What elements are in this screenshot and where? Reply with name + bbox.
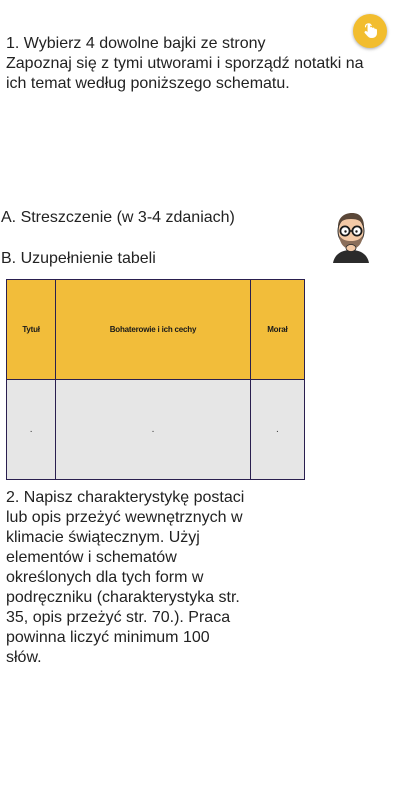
- task-2-line: 2. Napisz charakterystykę postaci: [6, 489, 245, 506]
- task-1-instructions: [6, 34, 391, 94]
- task-1-line: 1. Wybierz 4 dowolne bajki ze strony: [6, 35, 266, 52]
- task-1-line: ich temat według poniższego schematu.: [6, 75, 290, 92]
- task-2-instructions: [6, 488, 266, 668]
- teacher-avatar: [329, 207, 373, 263]
- column-header-moral: Morał: [250, 280, 304, 380]
- task-1-line: Zapoznaj się z tymi utworami i sporządź notatki na: [6, 55, 364, 72]
- column-header-title: Tytuł: [7, 280, 56, 380]
- task-2-line: elementów i schematów: [6, 549, 177, 566]
- task-2-line: klimacie świątecznym. Użyj: [6, 529, 200, 546]
- task-2-line: powinna liczyć minimum 100: [6, 629, 210, 646]
- task-2-line: 35, opis przeżyć str. 70.). Praca: [6, 609, 231, 626]
- task-2-line: określonych dla tych form w: [6, 569, 204, 586]
- task-2-line: podręczniku (charakterystyka str.: [6, 589, 240, 606]
- task-2-line: słów.: [6, 649, 42, 666]
- table-row: [7, 380, 305, 480]
- column-header-characters: Bohaterowie i ich cechy: [56, 280, 251, 380]
- table-header-row: [7, 280, 305, 380]
- notes-table: [6, 279, 305, 480]
- section-a-summary: A. Streszczenie (w 3-4 zdaniach): [1, 209, 235, 226]
- table-cell-title[interactable]: .: [7, 380, 56, 480]
- table-cell-characters[interactable]: .: [56, 380, 251, 480]
- task-2-line: lub opis przeżyć wewnętrznych w: [6, 509, 243, 526]
- table-cell-moral[interactable]: .: [250, 380, 304, 480]
- section-b-table: B. Uzupełnienie tabeli: [1, 250, 156, 267]
